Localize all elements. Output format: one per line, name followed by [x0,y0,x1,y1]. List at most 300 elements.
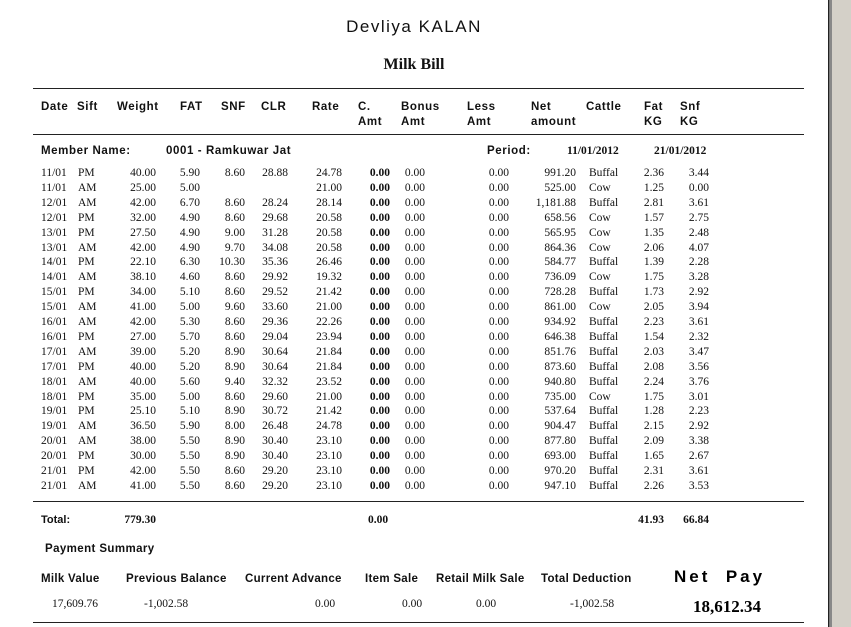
cell-rate: 24.78 [316,167,342,179]
cell-less: 0.00 [488,450,509,463]
cell-fat: 5.90 [179,167,200,179]
cell-bonus: 0.00 [404,256,425,269]
cell-net: 565.95 [544,226,576,239]
cell-cattle: Buffal [589,465,619,477]
cell-snf-kg: 3.76 [688,375,709,388]
cell-clr: 35.36 [262,256,288,269]
cell-net: 861.00 [544,301,576,314]
net-pay-amount: 18,612.34 [693,597,761,616]
cell-c-amt: 0.00 [369,301,390,314]
cell-weight: 40.00 [130,375,156,388]
cell-clr: 28.88 [262,167,288,179]
cell-c-amt: 0.00 [369,465,390,477]
cell-fat: 6.70 [179,196,200,209]
cell-c-amt: 0.00 [369,181,390,194]
cell-snf: 8.90 [224,450,245,463]
cell-rate: 21.84 [316,345,342,358]
cell-net: 1,181.88 [535,196,576,209]
cell-shift: PM [78,465,95,477]
cell-bonus: 0.00 [404,211,425,224]
cell-date: 18/01 [41,390,68,403]
cell-date: 16/01 [41,330,68,343]
cell-rate: 23.52 [316,375,342,388]
cell-weight: 42.00 [130,316,156,328]
cell-snf-kg: 3.56 [688,360,709,373]
cell-net: 736.09 [544,271,576,284]
cell-shift: AM [78,375,97,388]
cell-bonus: 0.00 [404,390,425,403]
cell-bonus: 0.00 [404,271,425,284]
cell-shift: PM [78,167,95,179]
col-net-line2: amount [531,116,577,128]
total-deduction: -1,002.58 [570,598,615,610]
cell-rate: 21.00 [316,301,342,314]
cell-fat-kg: 1.35 [643,226,664,239]
cell-c-amt: 0.00 [369,450,390,463]
table-row [0,256,828,271]
cell-fat: 5.50 [179,450,200,463]
cell-less: 0.00 [488,181,509,194]
milk-value: 17,609.76 [52,598,98,610]
cell-less: 0.00 [488,256,509,269]
cell-date: 20/01 [41,435,68,448]
cell-fat: 4.90 [179,211,200,224]
cell-cattle: Cow [589,181,611,194]
col-sift: Sift [77,101,98,113]
cell-net: 934.92 [544,316,576,328]
cell-cattle: Buffal [589,375,619,388]
cell-clr: 30.40 [262,450,288,463]
cell-less: 0.00 [488,360,509,373]
cell-c-amt: 0.00 [369,375,390,388]
cell-snf-kg: 3.94 [688,301,709,314]
table-row [0,301,828,316]
cell-weight: 42.00 [130,241,156,254]
table-row [0,227,828,242]
cell-bonus: 0.00 [404,301,425,314]
cell-date: 19/01 [41,420,68,433]
previous-balance: -1,002.58 [144,598,189,610]
table-row [0,286,828,301]
cell-cattle: Cow [589,271,611,284]
cell-snf: 8.60 [224,211,245,224]
cell-bonus: 0.00 [404,360,425,373]
cell-snf-kg: 3.53 [688,479,709,492]
cell-clr: 28.24 [262,196,288,209]
cell-fat-kg: 2.23 [643,316,664,328]
cell-clr: 33.60 [262,301,288,314]
cell-c-amt: 0.00 [369,241,390,254]
cell-fat-kg: 2.15 [643,420,664,433]
cell-net: 658.56 [544,211,576,224]
cell-snf: 8.60 [224,465,245,477]
cell-snf-kg: 2.28 [688,256,709,269]
table-row [0,420,828,435]
cell-net: 735.00 [544,390,576,403]
cell-snf-kg: 3.61 [688,196,709,209]
cell-fat-kg: 1.57 [643,211,664,224]
cell-rate: 21.00 [316,181,342,194]
cell-bonus: 0.00 [404,316,425,328]
cell-less: 0.00 [488,286,509,299]
col-weight: Weight [117,101,159,113]
cell-clr: 31.28 [262,226,288,239]
cell-clr: 30.64 [262,345,288,358]
cell-snf-kg: 2.23 [688,405,709,418]
cell-clr: 30.64 [262,360,288,373]
cell-cattle: Cow [589,211,611,224]
col-c-amt-line1: C. [358,101,371,113]
cell-snf: 8.60 [224,196,245,209]
cell-fat-kg: 2.03 [643,345,664,358]
cell-c-amt: 0.00 [369,345,390,358]
cell-bonus: 0.00 [404,465,425,477]
table-row [0,271,828,286]
cell-snf: 8.00 [224,420,245,433]
cell-snf-kg: 2.67 [688,450,709,463]
cell-shift: PM [78,390,95,403]
col-clr: CLR [261,101,287,113]
cell-snf: 8.90 [224,345,245,358]
cell-fat: 4.90 [179,241,200,254]
cell-snf-kg: 2.92 [688,286,709,299]
cell-weight: 42.00 [130,196,156,209]
cell-bonus: 0.00 [404,330,425,343]
cell-snf-kg: 3.44 [688,167,709,179]
cell-weight: 41.00 [130,301,156,314]
cell-snf-kg: 3.61 [688,316,709,328]
cell-shift: PM [78,405,95,418]
cell-less: 0.00 [488,375,509,388]
cell-c-amt: 0.00 [369,211,390,224]
cell-rate: 23.10 [316,450,342,463]
cell-bonus: 0.00 [404,226,425,239]
cell-less: 0.00 [488,465,509,477]
table-row [0,391,828,406]
cell-shift: PM [78,450,95,463]
cell-bonus: 0.00 [404,345,425,358]
col-less-line2: Amt [467,116,492,128]
cell-fat-kg: 1.54 [643,330,664,343]
cell-fat: 5.10 [179,286,200,299]
cell-weight: 34.00 [130,286,156,299]
cell-cattle: Buffal [589,256,619,269]
cell-cattle: Cow [589,390,611,403]
cell-net: 851.76 [544,345,576,358]
cell-snf: 8.60 [224,316,245,328]
cell-snf-kg: 4.07 [688,241,709,254]
cell-date: 20/01 [41,450,68,463]
cell-date: 17/01 [41,360,68,373]
cell-c-amt: 0.00 [369,360,390,373]
cell-rate: 26.46 [316,256,342,269]
cell-fat: 5.90 [179,420,200,433]
cell-cattle: Buffal [589,330,619,343]
cell-snf: 8.60 [224,390,245,403]
col-bonus-line1: Bonus [401,101,440,113]
cell-shift: PM [78,330,95,343]
cell-fat-kg: 1.75 [643,390,664,403]
cell-weight: 40.00 [130,167,156,179]
cell-snf: 8.60 [224,286,245,299]
cell-fat-kg: 1.28 [643,405,664,418]
cell-shift: AM [78,196,97,209]
cell-bonus: 0.00 [404,286,425,299]
total-c-amt: 0.00 [368,514,389,526]
cell-date: 21/01 [41,465,68,477]
cell-fat: 5.00 [179,181,200,194]
cell-cattle: Cow [589,241,611,254]
cell-fat-kg: 2.81 [643,196,664,209]
cell-snf-kg: 2.92 [688,420,709,433]
cell-snf-kg: 3.61 [688,465,709,477]
cell-snf-kg: 2.48 [688,226,709,239]
table-row [0,435,828,450]
cell-less: 0.00 [488,196,509,209]
cell-less: 0.00 [488,330,509,343]
cell-snf: 8.90 [224,360,245,373]
cell-net: 693.00 [544,450,576,463]
net-pay-label: Net Pay [674,567,766,586]
cell-net: 646.38 [544,330,576,343]
cell-shift: AM [78,435,97,448]
table-row [0,167,828,182]
col-snf: SNF [221,101,246,113]
cell-cattle: Cow [589,301,611,314]
bill-subtitle: Milk Bill [383,56,445,73]
cell-net: 728.28 [544,286,576,299]
cell-weight: 32.00 [130,211,156,224]
cell-bonus: 0.00 [404,241,425,254]
cell-clr: 29.36 [262,316,288,328]
cell-bonus: 0.00 [404,450,425,463]
milk-value-label: Milk Value [41,573,100,585]
cell-bonus: 0.00 [404,479,425,492]
retail-milk-sale-label: Retail Milk Sale [436,573,525,585]
cell-snf: 8.60 [224,330,245,343]
table-row [0,212,828,227]
cell-net: 877.80 [544,435,576,448]
cell-net: 904.47 [544,420,576,433]
cell-c-amt: 0.00 [369,226,390,239]
cell-weight: 38.10 [130,271,156,284]
col-less-line1: Less [467,101,496,113]
cell-snf-kg: 3.47 [688,345,709,358]
cell-net: 864.36 [544,241,576,254]
cell-clr: 34.08 [262,241,288,254]
cell-fat-kg: 2.36 [643,167,664,179]
cell-snf-kg: 3.01 [688,390,709,403]
cell-rate: 21.42 [316,405,342,418]
period-to: 21/01/2012 [654,145,707,157]
cell-less: 0.00 [488,435,509,448]
cell-weight: 38.00 [130,435,156,448]
cell-date: 16/01 [41,316,68,328]
col-net-line1: Net [531,101,552,113]
cell-cattle: Buffal [589,167,619,179]
cell-weight: 40.00 [130,360,156,373]
cell-less: 0.00 [488,226,509,239]
cell-less: 0.00 [488,271,509,284]
table-row [0,197,828,212]
cell-snf-kg: 2.75 [688,211,709,224]
cell-snf-kg: 0.00 [688,181,709,194]
cell-less: 0.00 [488,479,509,492]
col-fat-kg-line2: KG [644,116,663,128]
cell-fat-kg: 2.08 [643,360,664,373]
cell-fat: 5.30 [179,316,200,328]
cell-c-amt: 0.00 [369,167,390,179]
table-row [0,361,828,376]
period-from: 11/01/2012 [567,145,619,157]
cell-c-amt: 0.00 [369,316,390,328]
cell-net: 873.60 [544,360,576,373]
cell-weight: 35.00 [130,390,156,403]
total-weight: 779.30 [124,514,156,526]
header-top-rule [33,88,804,89]
col-date: Date [41,101,69,113]
cell-cattle: Cow [589,226,611,239]
member-name-label: Member Name: [41,145,131,157]
cell-fat-kg: 1.65 [643,450,664,463]
cell-shift: AM [78,479,97,492]
table-row [0,316,828,331]
total-deduction-label: Total Deduction [541,573,632,585]
period-label: Period: [487,145,531,157]
cell-shift: AM [78,345,97,358]
cell-clr: 30.40 [262,435,288,448]
cell-shift: AM [78,420,97,433]
cell-fat-kg: 2.26 [643,479,664,492]
cell-rate: 20.58 [316,241,342,254]
cell-clr: 29.20 [262,479,288,492]
cell-snf: 8.90 [224,435,245,448]
cell-snf-kg: 2.32 [688,330,709,343]
cell-fat: 6.30 [179,256,200,269]
cell-date: 12/01 [41,196,68,209]
table-row [0,331,828,346]
previous-balance-label: Previous Balance [126,573,227,585]
cell-rate: 19.32 [316,271,342,284]
cell-c-amt: 0.00 [369,286,390,299]
cell-fat-kg: 1.39 [643,256,664,269]
cell-c-amt: 0.00 [369,420,390,433]
cell-clr: 29.60 [262,390,288,403]
cell-cattle: Buffal [589,405,619,418]
dairy-name-title: Devliya KALAN [346,17,482,36]
cell-rate: 21.84 [316,360,342,373]
table-row [0,242,828,257]
cell-date: 12/01 [41,211,68,224]
cell-snf: 9.70 [224,241,245,254]
cell-less: 0.00 [488,345,509,358]
cell-snf: 10.30 [219,256,245,269]
cell-cattle: Buffal [589,435,619,448]
cell-rate: 21.42 [316,286,342,299]
cell-snf: 8.90 [224,405,245,418]
cell-date: 18/01 [41,375,68,388]
cell-fat: 4.60 [179,271,200,284]
cell-fat-kg: 2.24 [643,375,664,388]
cell-fat: 5.50 [179,479,200,492]
cell-date: 14/01 [41,271,68,284]
cell-weight: 41.00 [130,479,156,492]
total-snf-kg: 66.84 [683,514,709,526]
cell-fat-kg: 1.73 [643,286,664,299]
cell-date: 21/01 [41,479,68,492]
col-bonus-line2: Amt [401,116,426,128]
cell-bonus: 0.00 [404,405,425,418]
cell-snf-kg: 3.28 [688,271,709,284]
cell-bonus: 0.00 [404,375,425,388]
cell-rate: 20.58 [316,226,342,239]
retail-milk-sale: 0.00 [476,598,497,610]
cell-net: 525.00 [544,181,576,194]
cell-less: 0.00 [488,316,509,328]
total-fat-kg: 41.93 [638,514,664,526]
cell-bonus: 0.00 [404,435,425,448]
cell-cattle: Buffal [589,360,619,373]
cell-date: 13/01 [41,226,68,239]
cell-less: 0.00 [488,420,509,433]
cell-weight: 25.10 [130,405,156,418]
cell-fat: 5.20 [179,360,200,373]
cell-date: 15/01 [41,301,68,314]
cell-shift: AM [78,241,97,254]
cell-weight: 27.00 [130,330,156,343]
cell-less: 0.00 [488,301,509,314]
cell-fat: 5.50 [179,435,200,448]
cell-clr: 29.20 [262,465,288,477]
cell-rate: 22.26 [316,316,342,328]
cell-net: 991.20 [544,167,576,179]
cell-shift: PM [78,286,95,299]
cell-net: 947.10 [544,479,576,492]
cell-c-amt: 0.00 [369,405,390,418]
col-fat-kg-line1: Fat [644,101,664,113]
item-sale: 0.00 [402,598,423,610]
cell-snf: 8.60 [224,271,245,284]
cell-date: 11/01 [41,181,67,194]
current-advance-label: Current Advance [245,573,342,585]
cell-bonus: 0.00 [404,181,425,194]
cell-less: 0.00 [488,241,509,254]
cell-rate: 24.78 [316,420,342,433]
cell-clr: 32.32 [262,375,288,388]
cell-weight: 30.00 [130,450,156,463]
cell-rate: 23.10 [316,435,342,448]
cell-snf: 9.00 [224,226,245,239]
cell-rate: 23.94 [316,330,342,343]
cell-shift: PM [78,360,95,373]
cell-c-amt: 0.00 [369,390,390,403]
cell-clr: 26.48 [262,420,288,433]
col-c-amt-line2: Amt [358,116,383,128]
cell-shift: AM [78,271,97,284]
page-bottom-rule [33,622,804,623]
cell-clr: 29.52 [262,286,288,299]
cell-fat-kg: 1.75 [643,271,664,284]
cell-c-amt: 0.00 [369,435,390,448]
cell-cattle: Buffal [589,420,619,433]
cell-net: 970.20 [544,465,576,477]
viewer-frame-edge [830,0,851,627]
cell-c-amt: 0.00 [369,256,390,269]
cell-rate: 21.00 [316,390,342,403]
col-cattle: Cattle [586,101,622,113]
cell-clr: 29.04 [262,330,288,343]
cell-date: 19/01 [41,405,68,418]
